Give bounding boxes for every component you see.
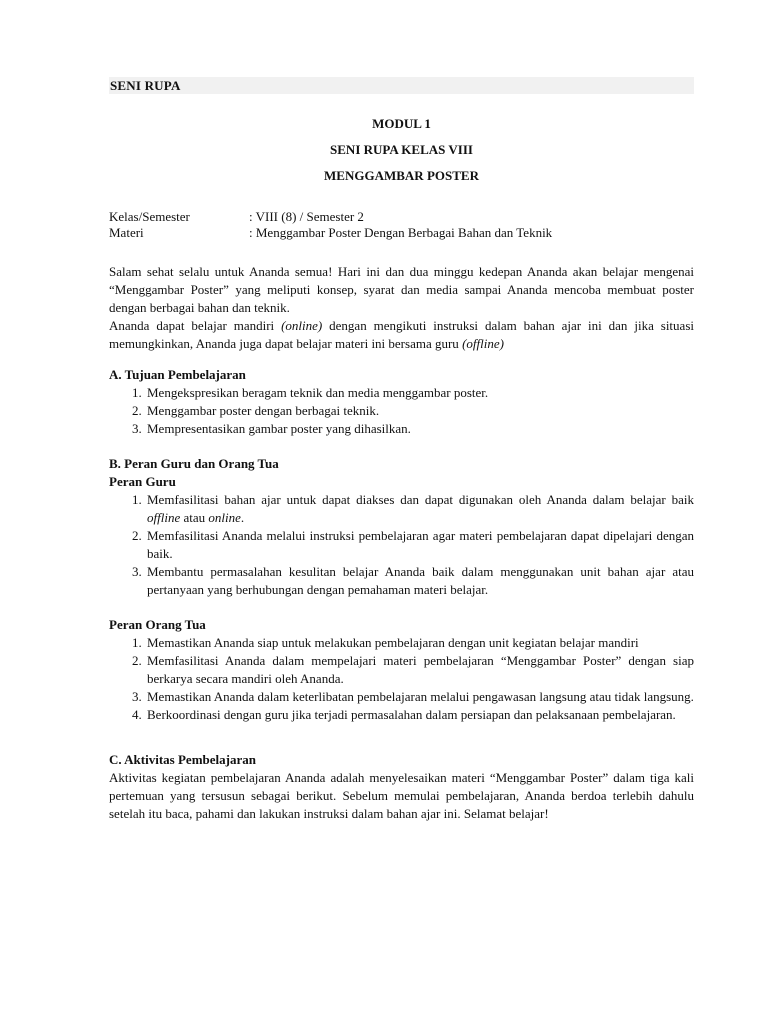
tujuan-list [109,384,694,438]
section-heading: B. Peran Guru dan Orang Tua [109,456,279,471]
section-heading: A. Tujuan Pembelajaran [109,367,246,382]
meta-info [109,209,694,241]
intro-paragraph-1: Salam sehat selalu untuk Ananda semua! Hari ini dan dua minggu kedepan Ananda akan belajar mengenai “Menggambar Poster” yang meliputi konsep, syarat dan media sampai Ananda mencoba membuat poster dengan berbagai bahan dan teknik. [109,264,694,315]
list-item: 4. Berkoordinasi dengan guru jika terjadi permasalahan dalam persiapan dan pelaksanaan pembelajaran. [145,706,694,724]
module-subject: SENI RUPA KELAS VIII [330,142,473,157]
intro [109,263,694,353]
title-block [109,115,694,193]
list-item: 2. Menggambar poster dengan berbagai teknik. [145,402,694,420]
section-peran [109,455,694,724]
list-item: 1. Memastikan Ananda siap untuk melakukan pembelajaran dengan unit kegiatan belajar mandiri [145,634,694,652]
section-tujuan [109,366,694,438]
list-item: 1. Mengekspresikan beragam teknik dan media menggambar poster. [145,384,694,402]
section-heading: C. Aktivitas Pembelajaran [109,752,256,767]
subject-header: SENI RUPA [109,77,694,94]
list-item: 3. Membantu permasalahan kesulitan belajar Ananda baik dalam menggunakan unit bahan ajar atau pertanyaan yang berhubungan dengan pemahaman materi belajar. [145,563,694,599]
list-item: 1. Memfasilitasi bahan ajar untuk dapat diakses dan dapat digunakan oleh Ananda dalam belajar baik offline atau online. [145,491,694,527]
section-aktivitas [109,751,694,823]
intro-paragraph-2: Ananda dapat belajar mandiri (online) dengan mengikuti instruksi dalam bahan ajar ini dan jika situasi memungkinkan, Ananda juga dapat belajar materi ini bersama guru (offline) [109,318,694,351]
module-topic: MENGGAMBAR POSTER [324,168,479,183]
subsection-heading: Peran Orang Tua [109,617,206,632]
peran-ortu-list [109,634,694,724]
meta-value: : Menggambar Poster Dengan Berbagai Bahan dan Teknik [249,225,553,240]
peran-orang-tua [109,616,694,724]
meta-value: : VIII (8) / Semester 2 [249,209,364,224]
meta-key: Kelas/Semester [109,209,190,224]
list-item: 2. Memfasilitasi Ananda melalui instruksi pembelajaran agar materi pembelajaran dapat dipelajari dengan baik. [145,527,694,563]
meta-row [109,209,694,225]
document-page [109,77,694,823]
peran-guru-list [109,491,694,599]
list-item: 3. Memastikan Ananda dalam keterlibatan pembelajaran melalui pengawasan langsung atau tidak langsung. [145,688,694,706]
list-item: 3. Mempresentasikan gambar poster yang dihasilkan. [145,420,694,438]
list-item: 2. Memfasilitasi Ananda dalam mempelajari materi pembelajaran “Menggambar Poster” dengan siap berkarya secara mandiri oleh Ananda. [145,652,694,688]
subsection-heading: Peran Guru [109,474,176,489]
module-number: MODUL 1 [372,116,431,131]
aktivitas-paragraph: Aktivitas kegiatan pembelajaran Ananda adalah menyelesaikan materi “Menggambar Poster” dalam tiga kali pertemuan yang tersusun sebagai berikut. Sebelum memulai pembelajaran, Ananda berdoa terlebih dahulu setelah itu baca, pahami dan lakukan instruksi dalam bahan ajar ini. Selamat belajar! [109,770,694,821]
meta-key: Materi [109,225,144,240]
meta-row [109,225,694,241]
